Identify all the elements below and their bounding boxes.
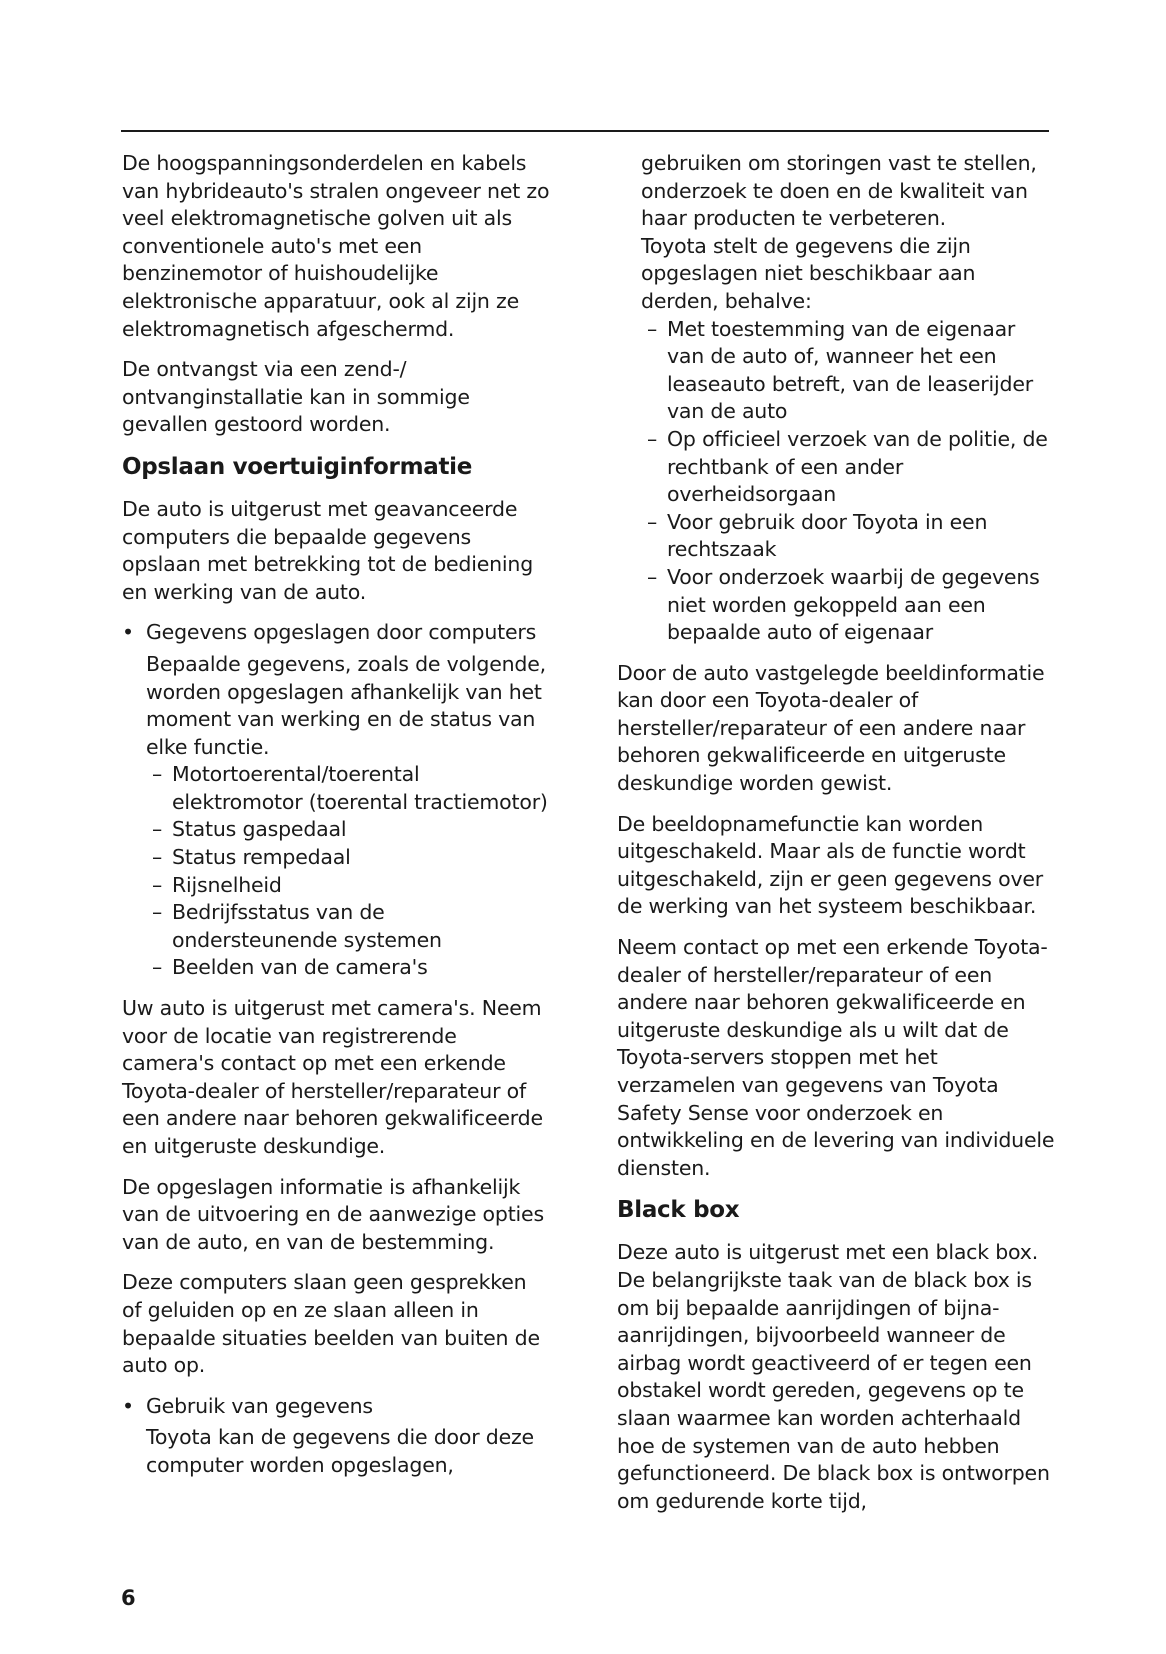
dash-item: – Beelden van de camera's <box>172 954 552 982</box>
bullet-title: Gegevens opgeslagen door computers <box>146 620 537 645</box>
dash-marker: – <box>152 762 163 787</box>
left-column <box>122 150 552 1480</box>
dash-item: – Voor onderzoek waarbij de gegevens niet worden gekoppeld aan een bepaalde auto of eigenaar <box>647 564 1040 645</box>
paragraph: Uw auto is uitgerust met camera's. Neem voor de locatie van registrerende camera's contact op met een erkende Toyota-dealer of hersteller/reparateur of een andere naar behoren gekwalificeerde en uitgeruste deskundige. <box>122 996 543 1158</box>
paragraph: De hoogspanningsonderdelen en kabels van hybrideauto's stralen ongeveer net zo veel elektromagnetische golven uit als conventionele auto's met een benzinemotor of huishoudelijke elektronische apparatuur, ook al zijn ze elektromagnetisch afgeschermd. <box>122 151 550 341</box>
dash-item: – Status gaspedaal <box>172 816 552 844</box>
dash-marker: – <box>152 845 163 870</box>
dash-item: – Bedrijfsstatus van de ondersteunende systemen <box>152 900 442 952</box>
dash-marker: – <box>152 900 163 925</box>
dash-marker: – <box>152 955 163 980</box>
paragraph: De beeldopnamefunctie kan worden uitgeschakeld. Maar als de functie wordt uitgeschakeld, zijn er geen gegevens over de werking van het systeem beschikbaar. <box>617 811 1044 919</box>
page-number: 6 <box>121 1586 136 1610</box>
paragraph: De opgeslagen informatie is afhankelijk van de uitvoering en de aanwezige opties van de auto, en van de bestemming. <box>122 1174 544 1254</box>
paragraph: Deze computers slaan geen gesprekken of geluiden op en ze slaan alleen in bepaalde situaties beelden van buiten de auto op. <box>122 1270 540 1378</box>
dash-marker: – <box>647 564 658 589</box>
dash-item: – Motortoerental/toerental elektromotor (toerental tractiemotor) <box>152 762 548 814</box>
dash-marker: – <box>152 872 163 897</box>
paragraph: De auto is uitgerust met geavanceerde computers die bepaalde gegevens opslaan met betrekking tot de bediening en werking van de auto. <box>122 496 534 604</box>
bullet-marker: • <box>122 620 134 645</box>
bullet-item <box>122 1393 552 1421</box>
bullet-text: Toyota stelt de gegevens die zijn opgeslagen niet beschikbaar aan derden, behalve: <box>641 233 976 313</box>
bullet-text: Toyota kan de gegevens die door deze computer worden opgeslagen, <box>146 1425 534 1477</box>
bullet-marker: • <box>122 1393 134 1418</box>
bullet-text-continued: gebruiken om storingen vast te stellen, onderzoek te doen en de kwaliteit van haar producten te verbeteren. <box>641 151 1037 231</box>
dash-marker: – <box>152 817 163 842</box>
paragraph: Neem contact op met een erkende Toyota-dealer of hersteller/reparateur of een andere naar behoren gekwalificeerde en uitgeruste deskundige als u wilt dat de Toyota-servers stoppen met het verzamelen van gegevens van Toyota Safety Sense voor onderzoek en ontwikkeling en de levering van individuele diensten. <box>617 935 1055 1180</box>
dash-item: – Voor gebruik door Toyota in een rechtszaak <box>647 509 988 562</box>
dash-item: – Op officieel verzoek van de politie, de rechtbank of een ander overheidsorgaan <box>647 426 1048 507</box>
bullet-title: Gebruik van gegevens <box>146 1393 373 1418</box>
bullet-item <box>122 619 552 647</box>
section-heading: Black box <box>617 1197 740 1224</box>
section-heading: Opslaan voertuiginformatie <box>122 453 473 480</box>
dash-marker: – <box>647 316 658 341</box>
dash-item: – Met toestemming van de eigenaar van de auto of, wanneer het een leaseauto betreft, van de leaserijder van de auto <box>647 316 1033 424</box>
dash-item: – Status rempedaal <box>172 844 552 872</box>
dash-marker: – <box>647 426 658 451</box>
paragraph: Deze auto is uitgerust met een black box. De belangrijkste taak van de black box is om bij bepaalde aanrijdingen of bijna-aanrijdingen, bijvoorbeeld wanneer de airbag wordt geactiveerd of er tegen een obstakel wordt gereden, gegevens op te slaan waarmee kan worden achterhaald hoe de systemen van de auto hebben gefunctioneerd. De black box is ontworpen om gedurende korte tijd, <box>617 1240 1050 1513</box>
dash-marker: – <box>647 509 658 534</box>
right-column <box>617 150 1057 1528</box>
dash-list <box>617 316 1057 647</box>
top-rule <box>121 130 1049 132</box>
paragraph: Door de auto vastgelegde beeldinformatie kan door een Toyota-dealer of hersteller/reparateur of een andere naar behoren gekwalificeerde en uitgeruste deskundige worden gewist. <box>617 660 1045 796</box>
dash-item: – Rijsnelheid <box>172 872 552 900</box>
dash-list <box>122 761 552 982</box>
paragraph: De ontvangst via een zend-/ ontvanginstallatie kan in sommige gevallen gestoord worden. <box>122 357 470 437</box>
bullet-text: Bepaalde gegevens, zoals de volgende, worden opgeslagen afhankelijk van het moment van werking en de status van elke functie. <box>146 651 546 759</box>
